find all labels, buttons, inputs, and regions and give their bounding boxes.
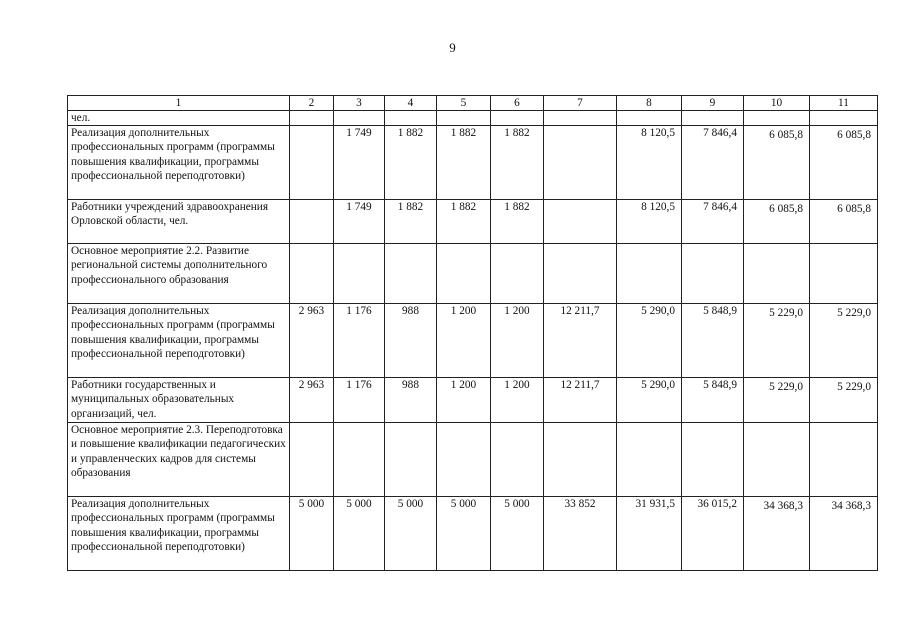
row-label: Основное мероприятие 2.3. Переподготовка и повышение квалификации педагогических и управленческих кадров для системы образования xyxy=(68,423,290,497)
row-label: Основное мероприятие 2.2. Развитие региональной системы дополнительного профессионального образования xyxy=(68,244,290,304)
table-cell: 1 882 xyxy=(385,200,437,244)
table-cell: 1 882 xyxy=(385,126,437,200)
table-header-row xyxy=(68,96,878,111)
table-cell xyxy=(437,244,491,304)
table-cell: 12 211,7 xyxy=(544,304,617,378)
table-cell xyxy=(290,244,334,304)
row-label: Реализация дополнительных профессиональных программ (программы повышения квалификации, программы профессиональной переподготовки) xyxy=(68,497,290,571)
table-cell: 1 176 xyxy=(334,304,385,378)
table-cell xyxy=(491,423,544,497)
table-cell: 1 200 xyxy=(491,378,544,423)
column-header: 1 xyxy=(68,96,290,111)
row-label: Работники учреждений здравоохранения Орловской области, чел. xyxy=(68,200,290,244)
table-cell xyxy=(744,244,810,304)
page-number: 9 xyxy=(449,40,456,55)
table-cell: 5 229,0 xyxy=(744,304,810,378)
table-cell xyxy=(617,111,682,126)
table-cell: 1 882 xyxy=(437,126,491,200)
table-cell: 1 176 xyxy=(334,378,385,423)
table-cell xyxy=(810,111,878,126)
table-cell xyxy=(491,111,544,126)
table-cell xyxy=(385,244,437,304)
table-cell xyxy=(290,200,334,244)
table-cell: 6 085,8 xyxy=(744,126,810,200)
table-cell xyxy=(334,423,385,497)
table-row xyxy=(68,497,878,571)
column-header: 6 xyxy=(491,96,544,111)
table-row xyxy=(68,126,878,200)
table-cell: 5 229,0 xyxy=(810,378,878,423)
table-cell: 1 200 xyxy=(437,304,491,378)
table-cell xyxy=(544,126,617,200)
table-cell: 5 000 xyxy=(491,497,544,571)
table-cell xyxy=(290,423,334,497)
table-cell: 7 846,4 xyxy=(682,200,744,244)
table-cell: 5 290,0 xyxy=(617,378,682,423)
table-cell xyxy=(744,111,810,126)
table-cell xyxy=(290,126,334,200)
table-cell: 31 931,5 xyxy=(617,497,682,571)
column-header: 8 xyxy=(617,96,682,111)
table-cell: 6 085,8 xyxy=(810,126,878,200)
table-cell: 34 368,3 xyxy=(810,497,878,571)
table-cell: 1 749 xyxy=(334,200,385,244)
table-cell: 8 120,5 xyxy=(617,126,682,200)
column-header: 9 xyxy=(682,96,744,111)
table-cell xyxy=(544,111,617,126)
table-cell: 988 xyxy=(385,304,437,378)
report-table xyxy=(67,95,878,571)
column-header: 5 xyxy=(437,96,491,111)
table-cell: 12 211,7 xyxy=(544,378,617,423)
row-label: Работники государственных и муниципальных образовательных организаций, чел. xyxy=(68,378,290,423)
row-label: чел. xyxy=(68,111,290,126)
row-label: Реализация дополнительных профессиональных программ (программы повышения квалификации, программы профессиональной переподготовки) xyxy=(68,304,290,378)
table-cell xyxy=(617,244,682,304)
table-cell xyxy=(544,200,617,244)
table-cell: 36 015,2 xyxy=(682,497,744,571)
table-cell: 6 085,8 xyxy=(810,200,878,244)
table-cell: 5 848,9 xyxy=(682,378,744,423)
table-cell xyxy=(334,111,385,126)
table-cell: 5 229,0 xyxy=(810,304,878,378)
table-cell: 2 963 xyxy=(290,304,334,378)
table-cell: 5 000 xyxy=(437,497,491,571)
table-cell: 8 120,5 xyxy=(617,200,682,244)
table-cell xyxy=(682,111,744,126)
table-cell xyxy=(334,244,385,304)
table-cell xyxy=(290,111,334,126)
table-cell xyxy=(544,244,617,304)
table-cell xyxy=(491,244,544,304)
table-cell xyxy=(385,111,437,126)
column-header: 11 xyxy=(810,96,878,111)
table-cell: 5 000 xyxy=(334,497,385,571)
table-row xyxy=(68,378,878,423)
column-header: 4 xyxy=(385,96,437,111)
table-cell: 2 963 xyxy=(290,378,334,423)
table-cell: 7 846,4 xyxy=(682,126,744,200)
table-cell: 34 368,3 xyxy=(744,497,810,571)
table-cell: 1 749 xyxy=(334,126,385,200)
table-cell: 5 000 xyxy=(290,497,334,571)
table-cell: 1 882 xyxy=(491,200,544,244)
column-header: 2 xyxy=(290,96,334,111)
column-header: 3 xyxy=(334,96,385,111)
table-row xyxy=(68,111,878,126)
table-cell xyxy=(682,423,744,497)
table-cell xyxy=(437,423,491,497)
table-cell xyxy=(437,111,491,126)
table-cell: 1 200 xyxy=(437,378,491,423)
table-cell: 1 882 xyxy=(437,200,491,244)
column-header: 10 xyxy=(744,96,810,111)
table-cell: 6 085,8 xyxy=(744,200,810,244)
table-cell xyxy=(744,423,810,497)
table-cell: 33 852 xyxy=(544,497,617,571)
table-cell xyxy=(544,423,617,497)
table-cell xyxy=(810,244,878,304)
table-row xyxy=(68,423,878,497)
table-cell: 5 229,0 xyxy=(744,378,810,423)
table-cell xyxy=(682,244,744,304)
table-row xyxy=(68,304,878,378)
table-row xyxy=(68,244,878,304)
table-cell xyxy=(617,423,682,497)
table-cell: 1 882 xyxy=(491,126,544,200)
table-cell: 1 200 xyxy=(491,304,544,378)
table-cell: 988 xyxy=(385,378,437,423)
table-cell xyxy=(810,423,878,497)
column-header: 7 xyxy=(544,96,617,111)
table-cell: 5 848,9 xyxy=(682,304,744,378)
table-cell: 5 000 xyxy=(385,497,437,571)
row-label: Реализация дополнительных профессиональных программ (программы повышения квалификации, программы профессиональной переподготовки) xyxy=(68,126,290,200)
table-cell xyxy=(385,423,437,497)
table-row xyxy=(68,200,878,244)
table-cell: 5 290,0 xyxy=(617,304,682,378)
